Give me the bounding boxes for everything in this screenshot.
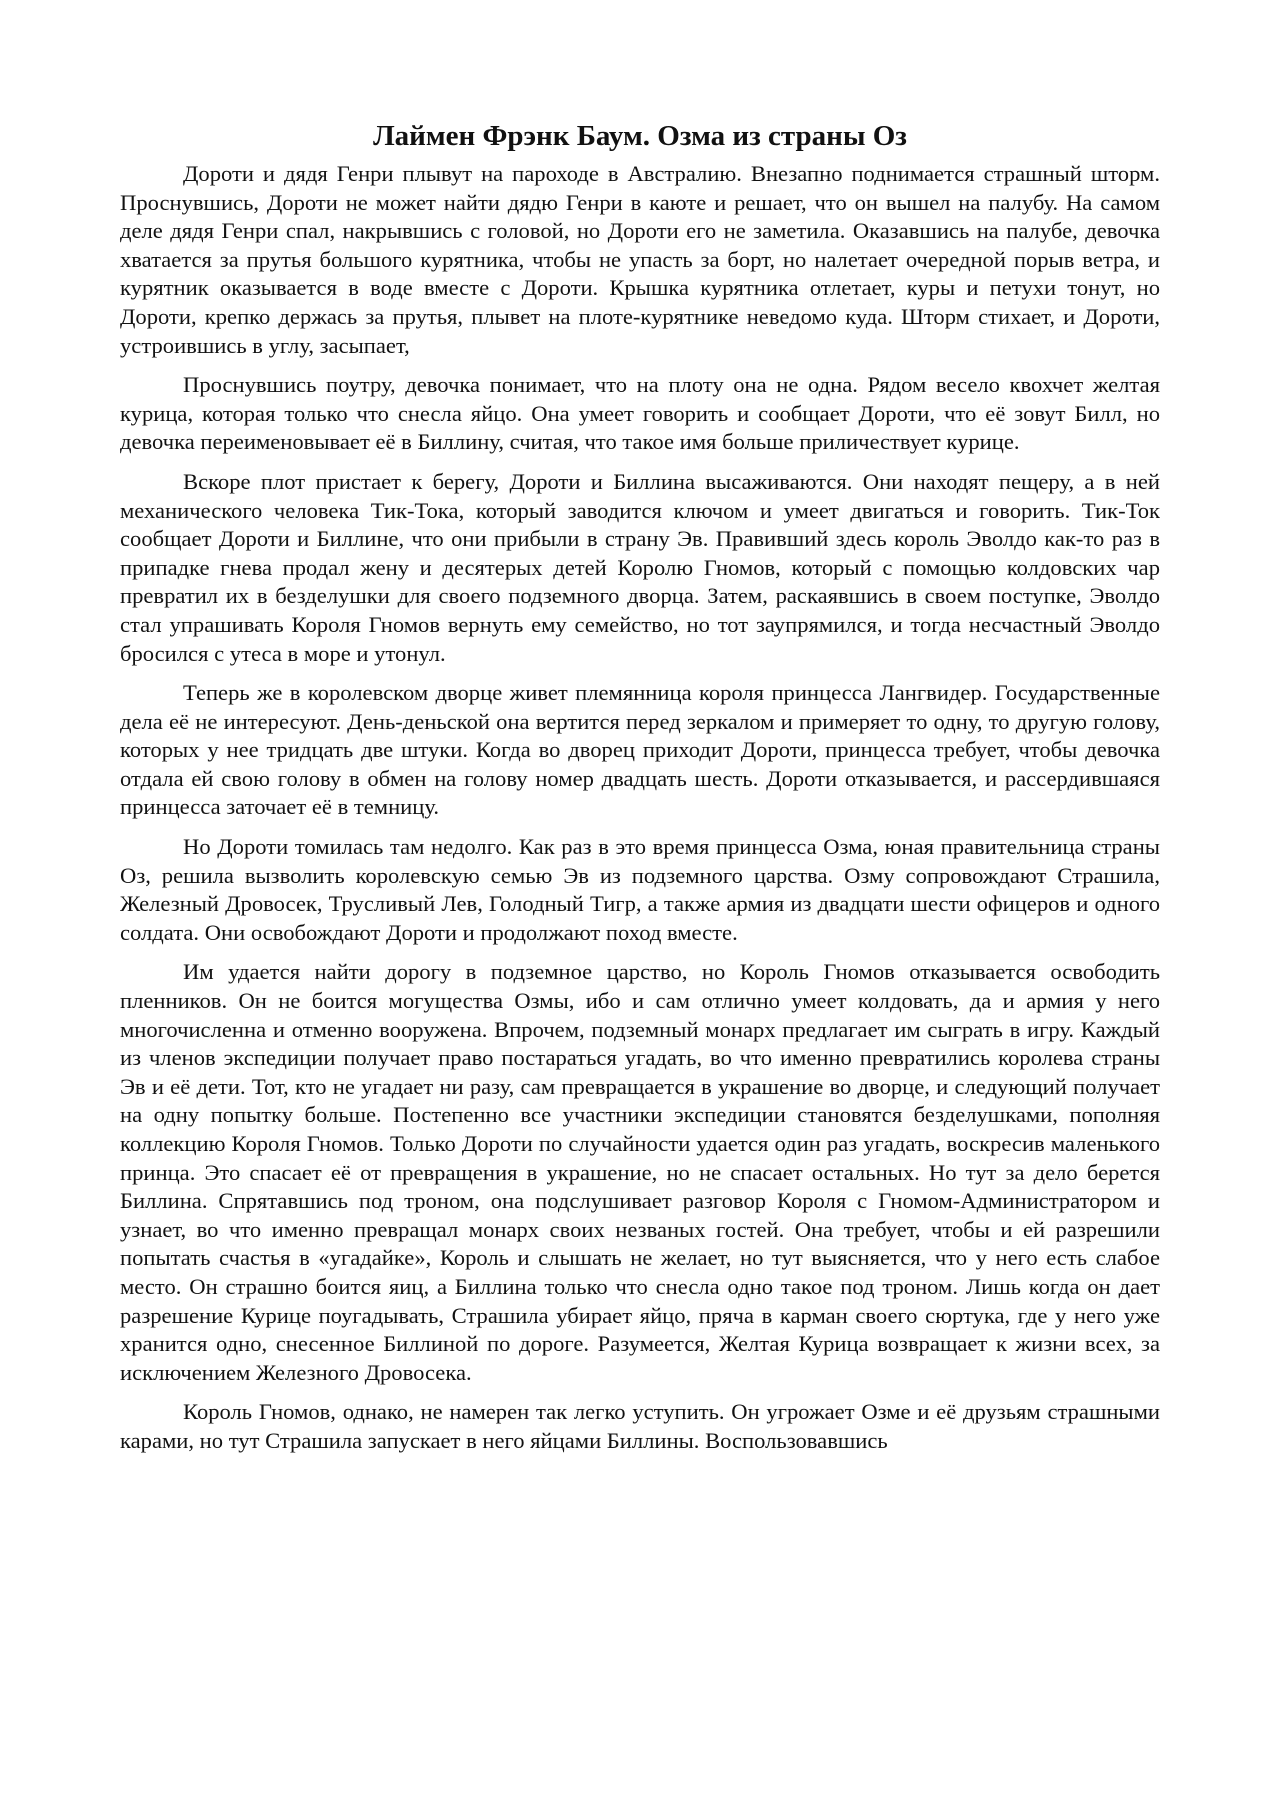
paragraph-6: Им удается найти дорогу в подземное царство, но Король Гномов отказывается освободить пленников. Он не боится могущества Озмы, ибо и сам отлично умеет колдовать, да и армия у него многочисленна и отменно вооружена. Впрочем, подземный монарх предлагает им сыграть в игру. Каждый из членов экспедиции получает право постараться угадать, во что именно превратились королева страны Эв и её дети. Тот, кто не угадает ни разу, сам превращается в украшение во дворце, и следующий получает на одну попытку больше. Постепенно все участники экспедиции становятся безделушками, пополняя коллекцию Короля Гномов. Только Дороти по случайности удается один раз угадать, воскресив маленького принца. Это спасает её от превращения в украшение, но не спасает остальных. Но тут за дело берется Биллина. Спрятавшись под троном, она подслушивает разговор Короля с Гномом-Администратором и узнает, во что именно превращал монарх своих незваных гостей. Она требует, чтобы и ей разрешили попытать счастья в «угадайке», Король и слышать не желает, но тут выясняется, что у него есть слабое место. Он страшно боится яиц, а Биллина только что снесла одно такое под троном. Лишь когда он дает разрешение Курице поугадывать, Страшила убирает яйцо, пряча в карман своего сюртука, где у него уже хранится одно, снесенное Биллиной по дороге. Разумеется, Желтая Курица возвращает к жизни всех, за исключением Железного Дровосека. [120,959,1160,1385]
paragraph-4: Теперь же в королевском дворце живет племянница короля принцесса Лангвидер. Государственные дела её не интересуют. День-деньской она вертится перед зеркалом и примеряет то одну, то другую голову, которых у нее тридцать две штуки. Когда во дворец приходит Дороти, принцесса требует, чтобы девочка отдала ей свою голову в обмен на голову номер двадцать шесть. Дороти отказывается, и рассердившаяся принцесса заточает её в темницу. [120,680,1160,820]
paragraph-1: Дороти и дядя Генри плывут на пароходе в Австралию. Внезапно поднимается страшный шторм. Проснувшись, Дороти не может найти дядю Генри в каюте и решает, что он вышел на палубу. На самом деле дядя Генри спал, накрывшись с головой, но Дороти его не заметила. Оказавшись на палубе, девочка хватается за прутья большого курятника, чтобы не упасть за борт, но налетает очередной порыв ветра, и курятник оказывается в воде вместе с Дороти. Крышка курятника отлетает, куры и петухи тонут, но Дороти, крепко держась за прутья, плывет на плоте-курятнике неведомо куда. Шторм стихает, и Дороти, устроившись в углу, засыпает, [120,161,1160,358]
paragraph-5: Но Дороти томилась там недолго. Как раз в это время принцесса Озма, юная правительница страны Оз, решила вызволить королевскую семью Эв из подземного царства. Озму сопровождают Страшила, Железный Дровосек, Трусливый Лев, Голодный Тигр, а также армия из двадцати шести офицеров и одного солдата. Они освобождают Дороти и продолжают поход вместе. [120,834,1160,945]
paragraph-3: Вскоре плот пристает к берегу, Дороти и Биллина высаживаются. Они находят пещеру, а в ней механического человека Тик-Тока, который заводится ключом и умеет двигаться и говорить. Тик-Ток сообщает Дороти и Биллине, что они прибыли в страну Эв. Правивший здесь король Эволдо как-то раз в припадке гнева продал жену и десятерых детей Королю Гномов, который с помощью колдовских чар превратил их в безделушки для своего подземного дворца. Затем, раскаявшись в своем поступке, Эволдо стал упрашивать Короля Гномов вернуть ему семейство, но тот заупрямился, и тогда несчастный Эволдо бросился с утеса в море и утонул. [120,468,1160,666]
paragraph-2: Проснувшись поутру, девочка понимает, что на плоту она не одна. Рядом весело квохчет желтая курица, которая только что снесла яйцо. Она умеет говорить и сообщает Дороти, что её зовут Билл, но девочка переименовывает её в Биллину, считая, что такое имя больше приличествует курице. [120,372,1160,455]
document-page [120,118,1160,1467]
paragraph-7: Король Гномов, однако, не намерен так легко уступить. Он угрожает Озме и её друзьям страшными карами, но тут Страшила запускает в него яйцами Биллины. Воспользовавшись [120,1399,1160,1453]
document-title: Лаймен Фрэнк Баум. Озма из страны Оз [373,120,907,152]
